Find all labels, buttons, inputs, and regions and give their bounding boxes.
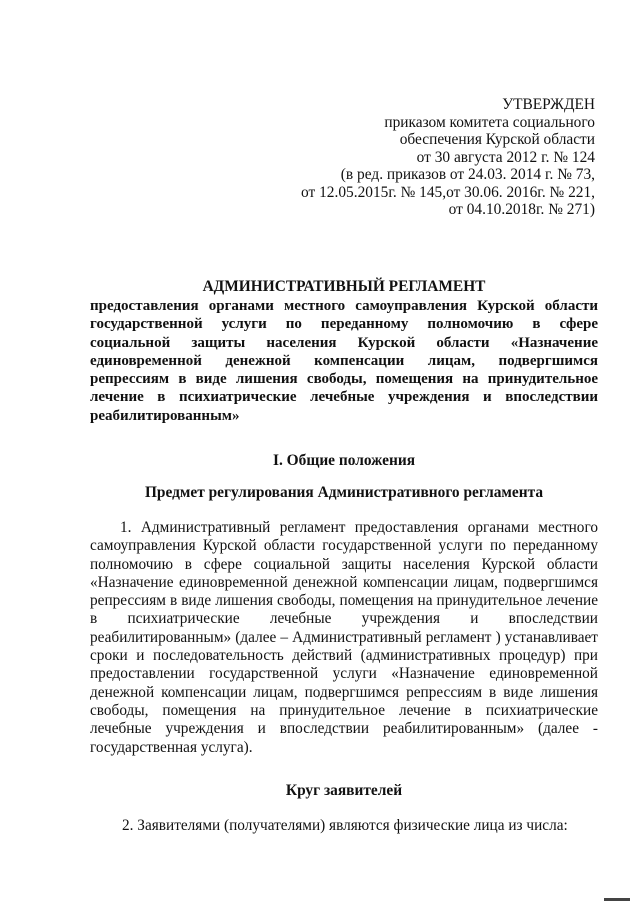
paragraph-1 (90, 519, 598, 757)
paragraph-line: реабилитированным» (далее – Административный регламент ) устанавливает (90, 628, 598, 646)
paragraph-line: в психиатрические лечебные учреждения и впоследствии (90, 610, 598, 628)
approval-block (301, 96, 595, 219)
subtitle-line: реабилитированным» (90, 407, 240, 424)
approval-line: от 30 августа 2012 г. № 124 (416, 148, 595, 166)
approval-line: приказом комитета социального (384, 113, 595, 131)
page-corner-mark (604, 898, 630, 901)
document-subtitle (90, 297, 598, 425)
subtitle-line: лечение в психиатрические лечебные учреждения и впоследствии (90, 389, 598, 406)
paragraph-line: 1. Административный регламент предоставления органами местного (120, 519, 598, 536)
paragraph-line: предоставлении государственной услуги «Назначение единовременной (90, 665, 598, 683)
approval-line: от 12.05.2015г. № 145,от 30.06. 2016г. № 221, (301, 183, 595, 201)
applicants-heading: Круг заявителей (285, 782, 403, 799)
paragraph-2: 2. Заявителями (получателями) являются физические лица из числа: (122, 817, 568, 834)
subtitle-line: предоставления органами местного самоуправления Курской области (90, 298, 598, 314)
section-heading: I. Общие положения (272, 452, 416, 469)
subtitle-line: социальной защиты населения Курской области «Назначение (90, 334, 598, 351)
approval-line: (в ред. приказов от 24.03. 2014 г. № 73, (340, 166, 595, 183)
paragraph-line: самоуправления Курской области государственной услуги по переданному (90, 537, 598, 555)
approval-line: УТВЕРЖДЕН (502, 96, 595, 113)
document-title: АДМИНИСТРАТИВНЫЙ РЕГЛАМЕНТ (202, 278, 486, 295)
approval-line: от 04.10.2018г. № 271) (448, 201, 595, 218)
subtitle-line: государственной услуги по переданному полномочию в сфере (90, 316, 598, 333)
subtitle-line: единовременной денежной компенсации лицам, подвергшимся (90, 352, 598, 369)
paragraph-line: «Назначение единовременной денежной компенсации лицам, подвергшимся (90, 573, 598, 591)
paragraph-line: лечебные учреждения и впоследствии реабилитированным» (далее - (90, 720, 598, 738)
paragraph-line: репрессиям в виде лишения свободы, помещения на принудительное лечение (90, 592, 598, 610)
subsection-heading: Предмет регулирования Административного регламента (144, 484, 544, 501)
paragraph-line: полномочию в сфере социальной защиты населения Курской области (90, 555, 598, 573)
paragraph-line: свободы, помещения на принудительное лечение в психиатрические (90, 701, 598, 719)
paragraph-line: государственная услуга). (90, 738, 253, 756)
subtitle-line: репрессиям в виде лишения свободы, помещения на принудительное (90, 371, 598, 388)
approval-line: обеспечения Курской области (399, 131, 595, 148)
paragraph-line: денежной компенсации лицам, подвергшимся репрессиям в виде лишения (90, 683, 598, 701)
paragraph-line: сроки и последовательность действий (административных процедур) при (90, 647, 598, 665)
